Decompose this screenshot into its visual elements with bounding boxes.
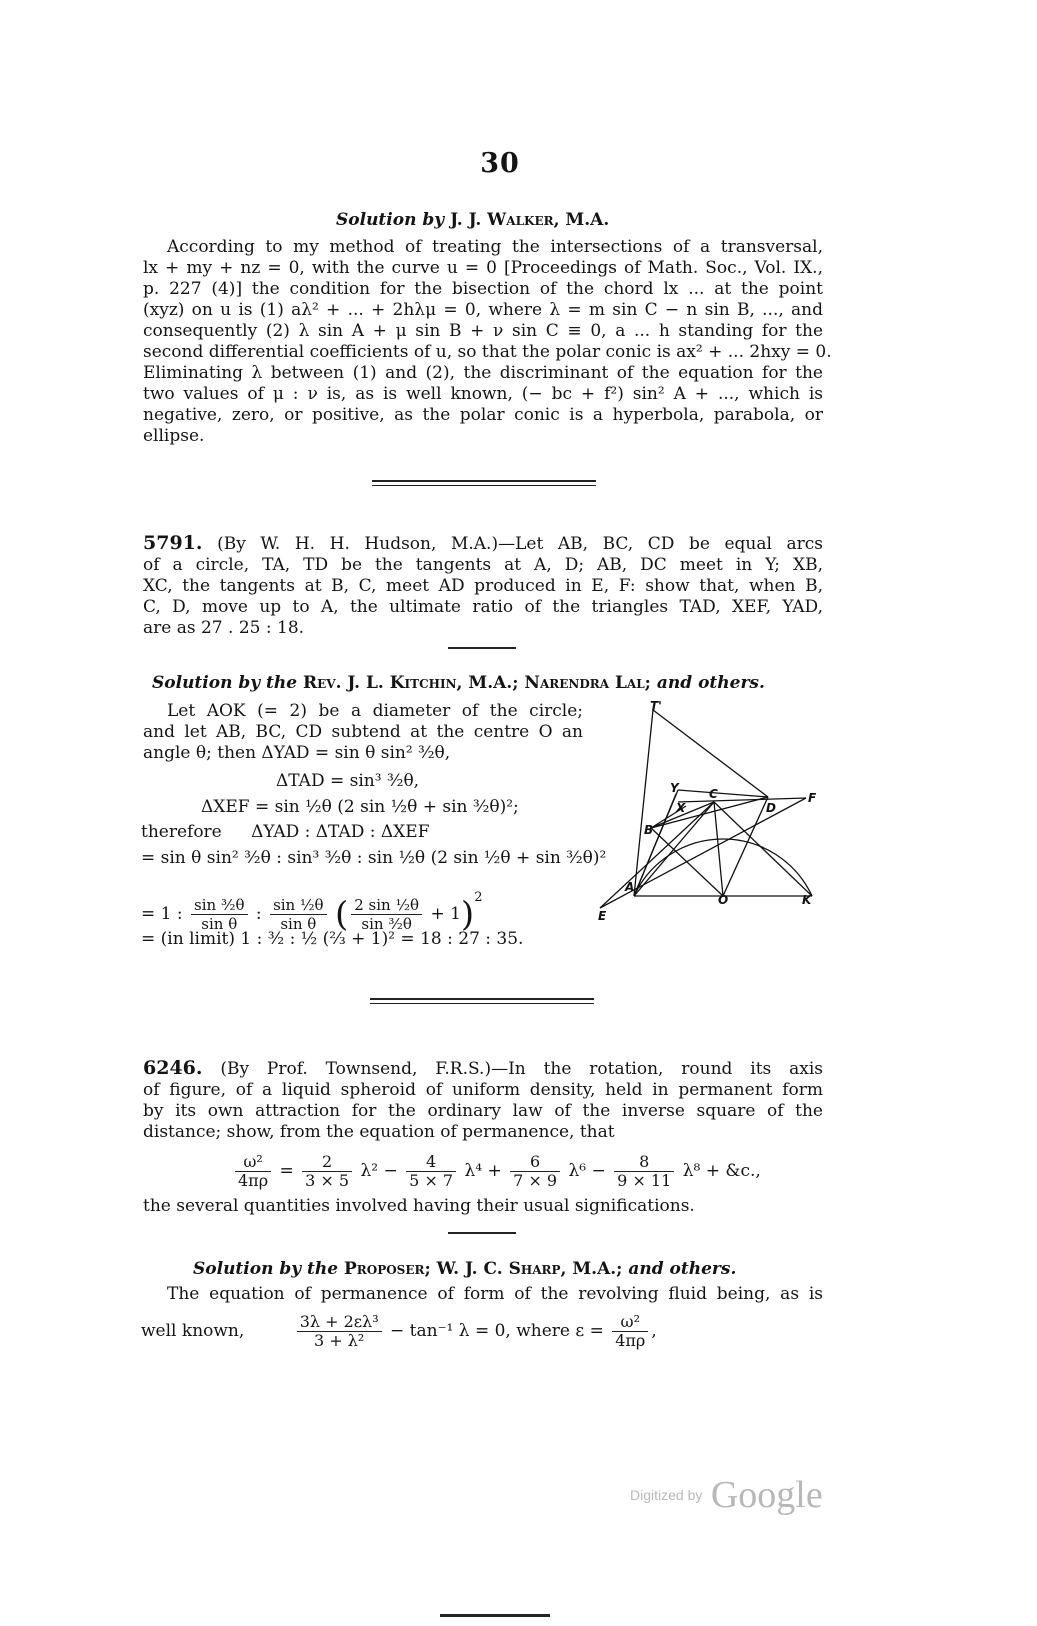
section-divider xyxy=(372,480,596,482)
walker-heading-prefix: Solution by xyxy=(336,210,445,230)
eq-line2-lead: = 1 : xyxy=(141,904,183,924)
walker-line: two values of μ : ν is, as is well known, (− bc + f²) sin² A + ..., which is xyxy=(143,384,823,404)
walker-heading-name: J. J. Walker, M.A. xyxy=(450,210,610,230)
q5791-line: C, D, move up to A, the ultimate ratio of the triangles TAD, XEF, YAD, xyxy=(143,597,823,617)
google-logo: Google xyxy=(710,1474,823,1516)
walker-line: ellipse. xyxy=(143,426,205,446)
label-c: C xyxy=(709,787,718,801)
eq-tail: , xyxy=(651,1321,657,1341)
fraction-numerator: ω² xyxy=(612,1313,648,1332)
label-a: A xyxy=(625,880,635,894)
fraction-numerator: 8 xyxy=(614,1153,674,1172)
eq-permanence-form xyxy=(141,1308,657,1354)
page-number: 30 xyxy=(480,148,520,179)
fraction xyxy=(302,1153,352,1190)
q5791-heading-names: Rev. J. L. Kitchin, M.A.; Narendra Lal; xyxy=(303,673,651,693)
fraction xyxy=(614,1153,674,1190)
q5791-solution-heading xyxy=(152,673,765,693)
digitized-watermark xyxy=(630,1473,823,1517)
fraction-denominator: 5 × 7 xyxy=(409,1171,454,1190)
q5791-solution-line: angle θ; then ΔYAD = sin θ sin² ³⁄₂θ, xyxy=(143,743,451,763)
walker-line: negative, zero, or positive, as the polar conic is a hyperbola, parabola, or xyxy=(143,405,823,425)
section-divider xyxy=(370,998,594,1000)
fraction-denominator: sin θ xyxy=(201,915,238,933)
fraction-numerator: sin ³⁄₂θ xyxy=(191,896,248,915)
fraction xyxy=(612,1313,648,1350)
fraction-denominator: 7 × 9 xyxy=(513,1171,558,1190)
eq-permanence-series xyxy=(232,1148,761,1194)
walker-line: Eliminating λ between (1) and (2), the discriminant of the equation for the xyxy=(143,363,823,383)
line-yd xyxy=(678,790,768,797)
digitized-label: Digitized by xyxy=(630,1487,703,1503)
label-t: T' xyxy=(650,699,662,713)
fraction-numerator: 4 xyxy=(406,1153,456,1172)
label-e: E xyxy=(598,909,607,923)
label-f: F xyxy=(808,791,817,805)
label-o: O xyxy=(718,893,729,907)
fraction-numerator: 2 sin ½θ xyxy=(351,896,422,915)
fraction-denominator: 3 × 5 xyxy=(305,1171,350,1190)
footer-mark xyxy=(440,1614,550,1617)
q5791-line: (By W. H. H. Hudson, M.A.)—Let AB, BC, CD be equal arcs xyxy=(217,534,823,554)
circle-tangent-figure xyxy=(596,698,826,928)
walker-line: (xyz) on u is (1) aλ² + ... + 2hλμ = 0, where λ = m sin C − n sin B, ..., and xyxy=(143,300,823,320)
q5791-solution-line: Let AOK (= 2) be a diameter of the circle; xyxy=(167,701,583,721)
fraction xyxy=(406,1153,456,1190)
q6246-line: distance; show, from the equation of permanence, that xyxy=(143,1122,615,1142)
tangent-cf xyxy=(678,798,806,802)
walker-line: According to my method of treating the intersections of a transversal, xyxy=(167,237,823,257)
q5791-solution-line: and let AB, BC, CD subtend at the centre O an xyxy=(143,722,583,742)
q6246-heading-names: Proposer; W. J. C. Sharp, M.A.; xyxy=(344,1259,623,1279)
q5791-heading-prefix: Solution by the xyxy=(152,673,298,693)
q6246-solution-heading xyxy=(193,1259,736,1279)
eq-triangle-tad: ΔTAD = sin³ ³⁄₂θ, xyxy=(276,771,420,791)
fraction-numerator: ω² xyxy=(235,1153,271,1172)
label-k: K xyxy=(802,893,812,907)
walker-line: second differential coefficients of u, so that the polar conic is ax² + ... 2hxy = 0. xyxy=(143,342,832,362)
fraction xyxy=(235,1153,271,1190)
eq-therefore-line xyxy=(141,821,430,843)
walker-line: p. 227 (4)] the condition for the bisection of the chord lx ... at the point xyxy=(143,279,823,299)
label-x: X xyxy=(676,801,686,815)
line-ay xyxy=(634,790,678,896)
walker-solution-heading xyxy=(336,210,609,230)
fraction-numerator: sin ½θ xyxy=(270,896,327,915)
q6246-line: (By Prof. Townsend, F.R.S.)—In the rotation, round its axis xyxy=(220,1059,823,1079)
series-term: λ⁴ + xyxy=(464,1161,502,1181)
eq-ratio: ΔYAD : ΔTAD : ΔXEF xyxy=(251,822,430,842)
eq-lead: well known, xyxy=(141,1321,245,1341)
q5791-solution-text xyxy=(143,701,583,764)
fraction-denominator: 9 × 11 xyxy=(617,1171,672,1190)
fraction-denominator: 4πρ xyxy=(238,1171,269,1190)
eq-triangle-xef: ΔXEF = sin ½θ (2 sin ½θ + sin ³⁄₂θ)²; xyxy=(201,797,519,817)
question-solution-divider xyxy=(448,647,516,649)
radius-ob xyxy=(651,828,723,896)
fraction-numerator: 2 xyxy=(302,1153,352,1172)
q6246-after-equation xyxy=(143,1196,823,1217)
ratio-separator: : xyxy=(255,904,262,924)
series-term: λ² − xyxy=(360,1161,398,1181)
walker-solution-body xyxy=(143,237,832,447)
label-y: Y xyxy=(670,781,679,795)
tangent-eb xyxy=(600,802,714,908)
label-d: D xyxy=(766,801,776,815)
fraction xyxy=(510,1153,560,1190)
radius-oc xyxy=(714,802,723,896)
fraction-denominator: sin θ xyxy=(280,915,317,933)
q5791-line: of a circle, TA, TD be the tangents at A, D; AB, DC meet in Y; XB, xyxy=(143,555,823,575)
q6246-number: 6246. xyxy=(143,1057,203,1079)
q6246-heading-prefix: Solution by the xyxy=(193,1259,339,1279)
q6246-line: by its own attraction for the ordinary law of the inverse square of the xyxy=(143,1101,823,1121)
fraction-denominator: 3 + λ² xyxy=(313,1331,365,1350)
series-term: λ⁶ − xyxy=(568,1161,606,1181)
eq-ratio-line1: = sin θ sin² ³⁄₂θ : sin³ ³⁄₂θ : sin ½θ (2 sin ½θ + sin ³⁄₂θ)² xyxy=(141,848,607,868)
q6246-statement xyxy=(143,1058,823,1143)
q6246-line: of figure, of a liquid spheroid of uniform density, held in permanent form xyxy=(143,1080,823,1100)
fraction-numerator: 6 xyxy=(510,1153,560,1172)
q5791-line: XC, the tangents at B, C, meet AD produced in E, F: show that, when B, xyxy=(143,576,823,596)
q6246-solution-text xyxy=(143,1284,823,1305)
q5791-line: are as 27 . 25 : 18. xyxy=(143,618,305,638)
q5791-number: 5791. xyxy=(143,532,203,554)
line-ac xyxy=(634,802,714,896)
fraction xyxy=(297,1313,382,1350)
q6246-solution-line: The equation of permanence of form of the revolving fluid being, as is xyxy=(167,1284,823,1304)
fraction-denominator: sin ³⁄₂θ xyxy=(361,915,412,933)
q5791-heading-suffix: and others. xyxy=(656,673,765,693)
q5791-statement xyxy=(143,533,823,639)
eq-therefore: therefore xyxy=(141,822,222,842)
eq-ratio-limit: = (in limit) 1 : ³⁄₂ : ½ (⅔ + 1)² = 18 : 27 : 35. xyxy=(141,929,524,949)
label-b: B xyxy=(644,823,654,837)
circle-arc xyxy=(634,839,812,896)
q6246-after-line: the several quantities involved having their usual significations. xyxy=(143,1196,695,1216)
fraction-numerator: 3λ + 2ελ³ xyxy=(297,1313,382,1332)
walker-line: lx + my + nz = 0, with the curve u = 0 [Proceedings of Math. Soc., Vol. IX., xyxy=(143,258,823,278)
q6246-heading-suffix: and others. xyxy=(628,1259,737,1279)
eq-ratio-line2: = 1 : $\frac{\text{sin ³⁄₂θ}}{\text{sin θ}}$ : $\frac{\text{sin ½θ}}{\text{sin θ}}$ ( $\frac{\text{2 sin ½θ}}{\text{sin ³⁄₂θ}}$ + 1)$^2$ xyxy=(141,890,483,935)
series-term: λ⁸ + &c., xyxy=(682,1161,761,1181)
fraction-denominator: 4πρ xyxy=(615,1331,646,1350)
eq-line2-exponent: 2 xyxy=(474,890,483,905)
eq-middle: − tan⁻¹ λ = 0, where ε = xyxy=(390,1321,604,1341)
question-solution-divider xyxy=(448,1232,516,1234)
eq-line2-tail: + 1 xyxy=(430,904,461,924)
equals-sign: = xyxy=(279,1161,294,1181)
walker-line: consequently (2) λ sin A + μ sin B + ν sin C ≡ 0, a ... h standing for the xyxy=(143,321,823,341)
